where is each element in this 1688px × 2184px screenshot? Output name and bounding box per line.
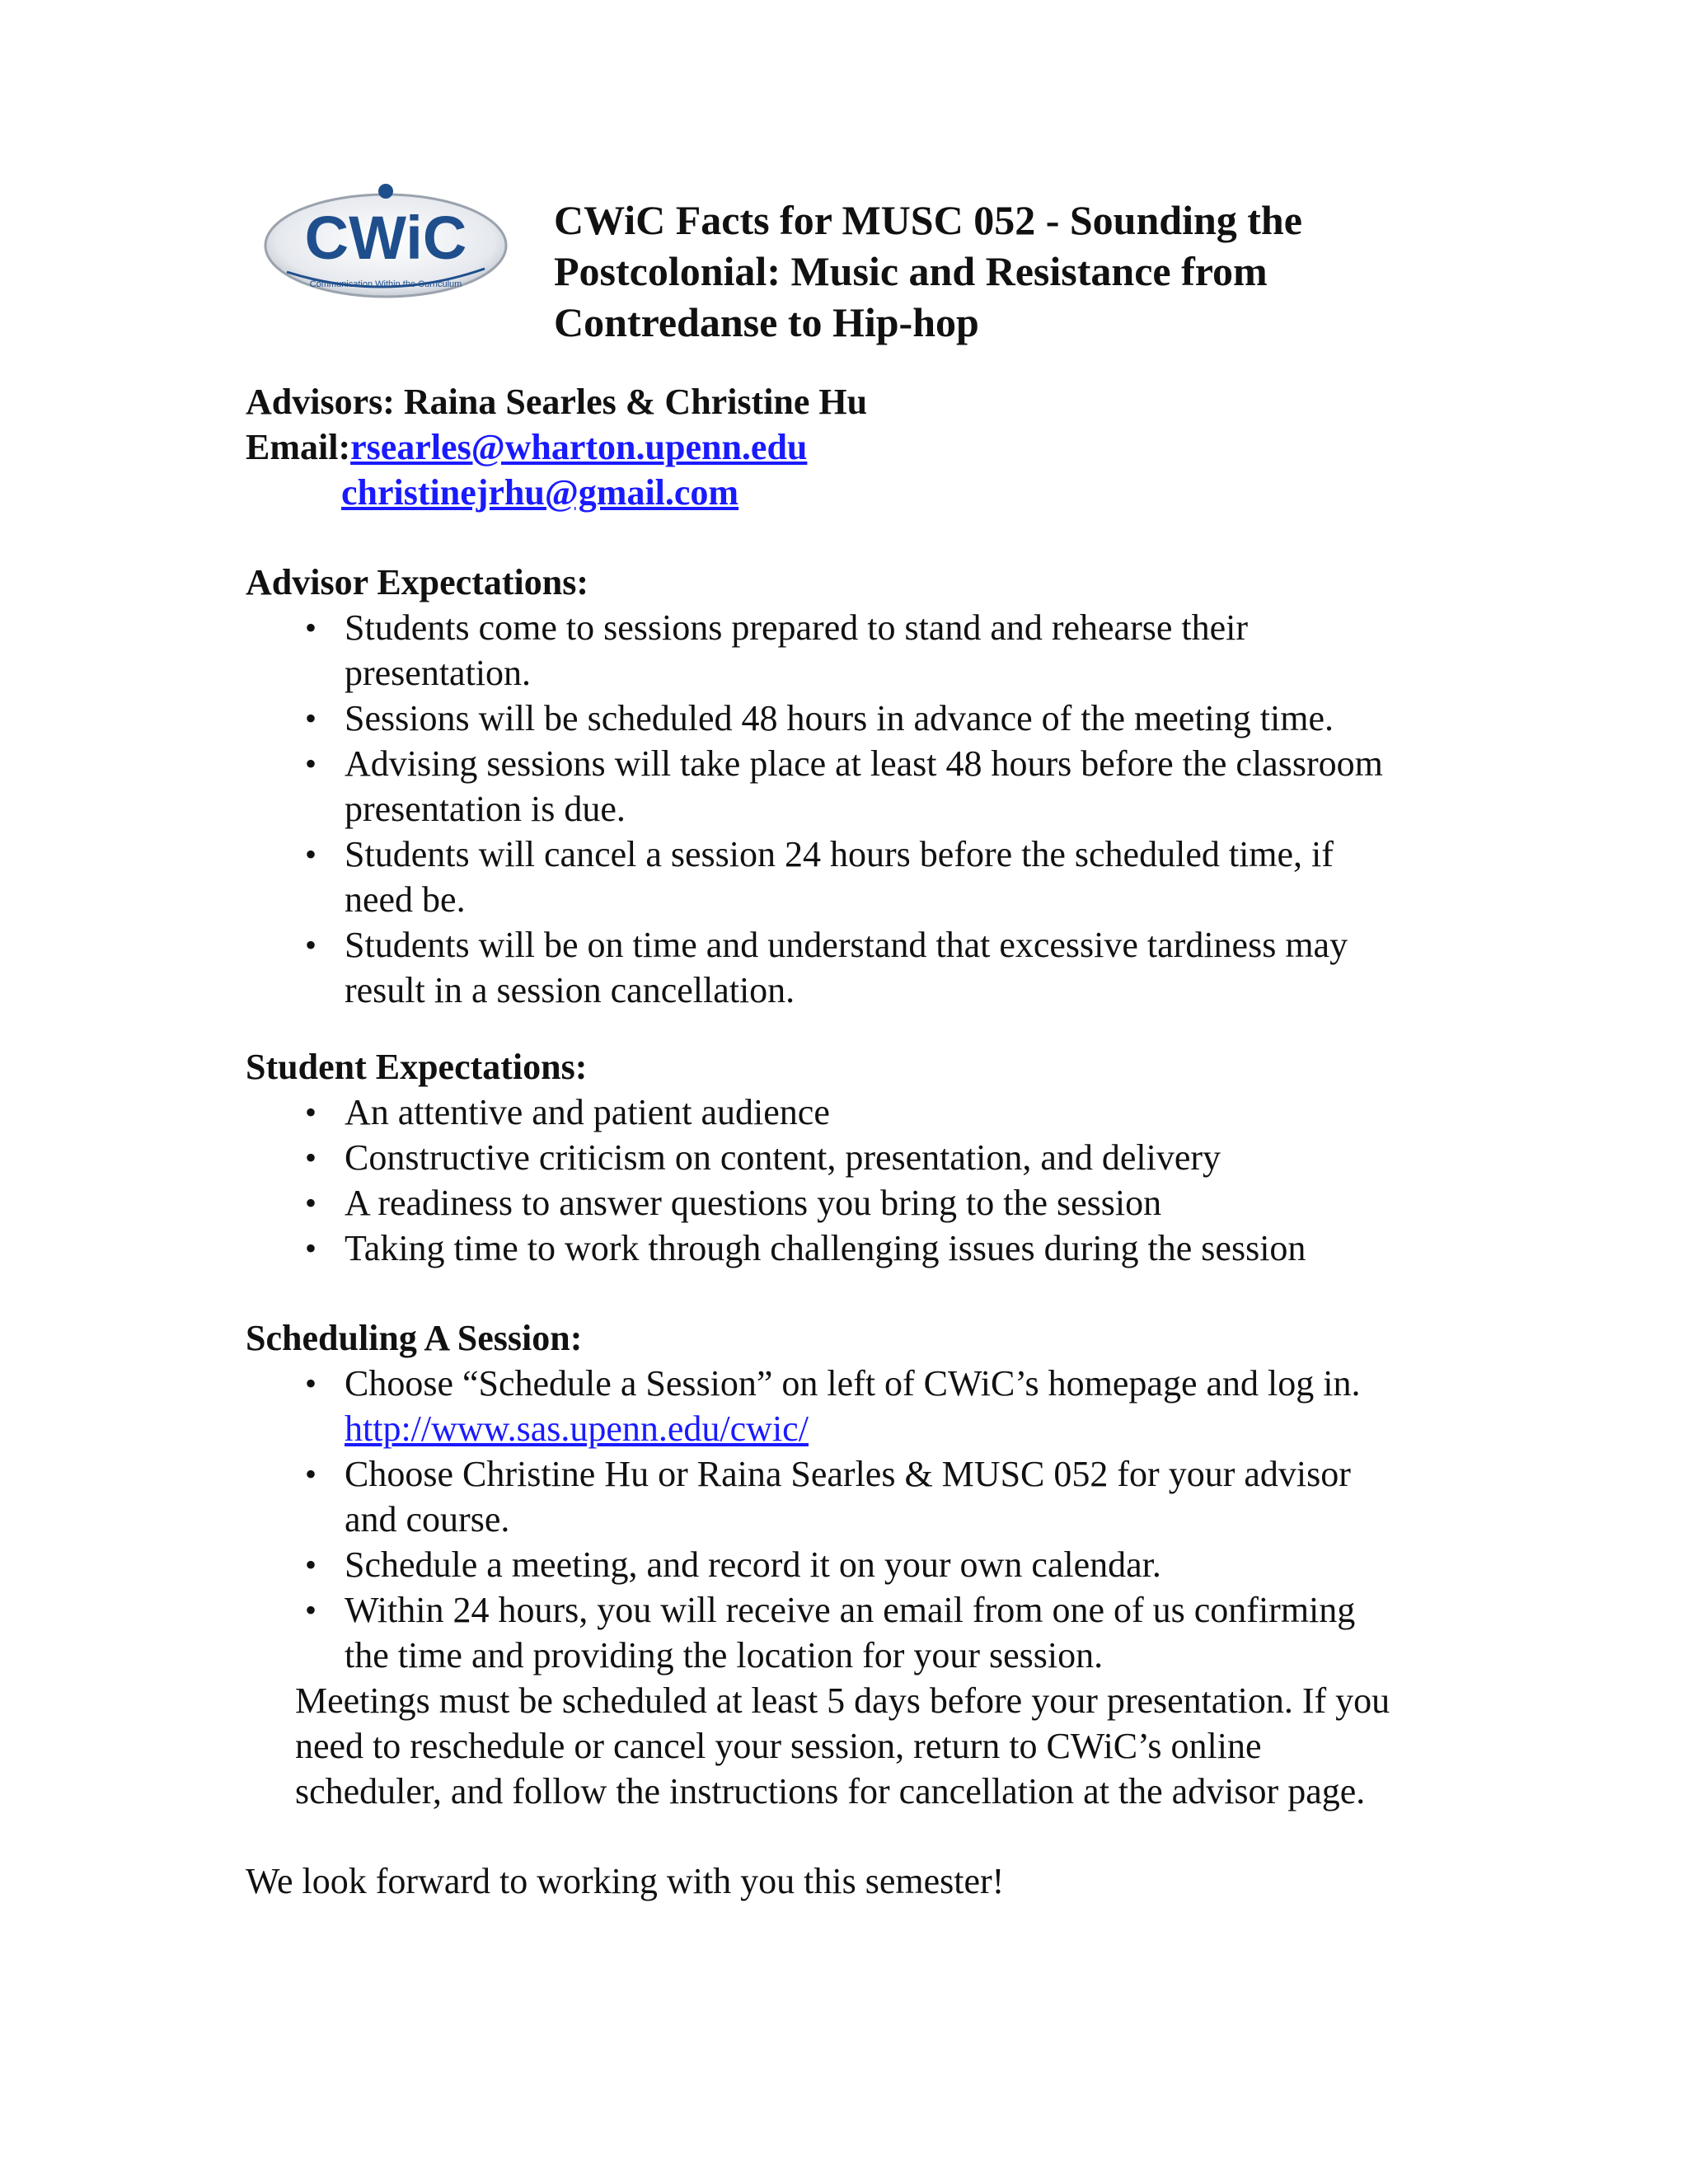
bullet-icon: • (305, 745, 317, 782)
bullet-icon: • (305, 926, 317, 963)
list-item: • Advising sessions will take place at least 48 hours before the classroom presentation is due. (246, 741, 1465, 832)
list-item: • A readiness to answer questions you bring to the session (246, 1180, 1465, 1226)
bullet-icon: • (305, 700, 317, 737)
scheduling-heading: Scheduling A Session: (246, 1318, 583, 1358)
scheduling-list (246, 1361, 1465, 1678)
bullet-icon: • (305, 1591, 317, 1629)
student-expectations-heading: Student Expectations: (246, 1047, 588, 1087)
bullet-icon: • (305, 1184, 317, 1221)
cwic-logo (262, 180, 509, 303)
list-item: • Sessions will be scheduled 48 hours in advance of the meeting time. (246, 696, 1465, 741)
list-item: • Constructive criticism on content, presentation, and delivery (246, 1135, 1465, 1180)
list-item: • Choose Christine Hu or Raina Searles & MUSC 052 for your advisor and course. (246, 1451, 1465, 1542)
logo-tagline: Communication Within the Curriculum (309, 279, 462, 289)
list-item: • Choose “Schedule a Session” on left of CWiC’s homepage and log in. http://www.sas.upenn.edu/cwic/ (246, 1361, 1465, 1451)
bullet-icon: • (305, 1546, 317, 1583)
list-item: • An attentive and patient audience (246, 1090, 1465, 1135)
title-line-2: Postcolonial: Music and Resistance from (554, 248, 1268, 294)
email-link-rsearles[interactable]: rsearles@wharton.upenn.edu (350, 427, 808, 467)
bullet-icon: • (305, 1139, 317, 1176)
list-item: • Schedule a meeting, and record it on your own calendar. (246, 1542, 1465, 1587)
title-line-3: Contredanse to Hip-hop (554, 299, 979, 345)
email-row-2 (246, 470, 1465, 515)
email-link-christinejrhu[interactable]: christinejrhu@gmail.com (341, 472, 739, 513)
closing-line: We look forward to working with you this semester! (246, 1861, 1005, 1901)
bullet-icon: • (305, 1230, 317, 1267)
email-label: Email: (246, 427, 351, 467)
list-item: • Students will be on time and understand that excessive tardiness may result in a session cancellation. (246, 922, 1465, 1013)
bullet-icon: • (305, 836, 317, 873)
cwic-homepage-link[interactable]: http://www.sas.upenn.edu/cwic/ (345, 1408, 809, 1449)
bullet-icon: • (305, 1365, 317, 1402)
list-item: • Within 24 hours, you will receive an email from one of us confirming the time and providing the location for your session. (246, 1587, 1465, 1678)
list-item: • Taking time to work through challenging issues during the session (246, 1226, 1465, 1271)
advisor-expectations-heading: Advisor Expectations: (246, 562, 588, 602)
list-item: • Students come to sessions prepared to stand and rehearse their presentation. (246, 605, 1465, 696)
advisors-label: Advisors: Raina Searles & Christine Hu (246, 382, 868, 422)
bullet-icon: • (305, 609, 317, 646)
document-body (246, 379, 1465, 1904)
document-title (554, 194, 1444, 348)
title-line-1: CWiC Facts for MUSC 052 - Sounding the (554, 197, 1302, 243)
advisor-expectations-list (246, 605, 1465, 1013)
list-item: • Students will cancel a session 24 hours before the scheduled time, if need be. (246, 832, 1465, 922)
bullet-icon: • (305, 1094, 317, 1131)
bullet-icon: • (305, 1455, 317, 1493)
email-row (246, 424, 1465, 470)
scheduling-note: Meetings must be scheduled at least 5 days before your presentation. If you need to reschedule or cancel your session, return to CWiC’s online scheduler, and follow the instructions for cancellation at the advisor page. (295, 1680, 1390, 1811)
logo-wordmark: CWiC (304, 204, 467, 272)
student-expectations-list (246, 1090, 1465, 1271)
